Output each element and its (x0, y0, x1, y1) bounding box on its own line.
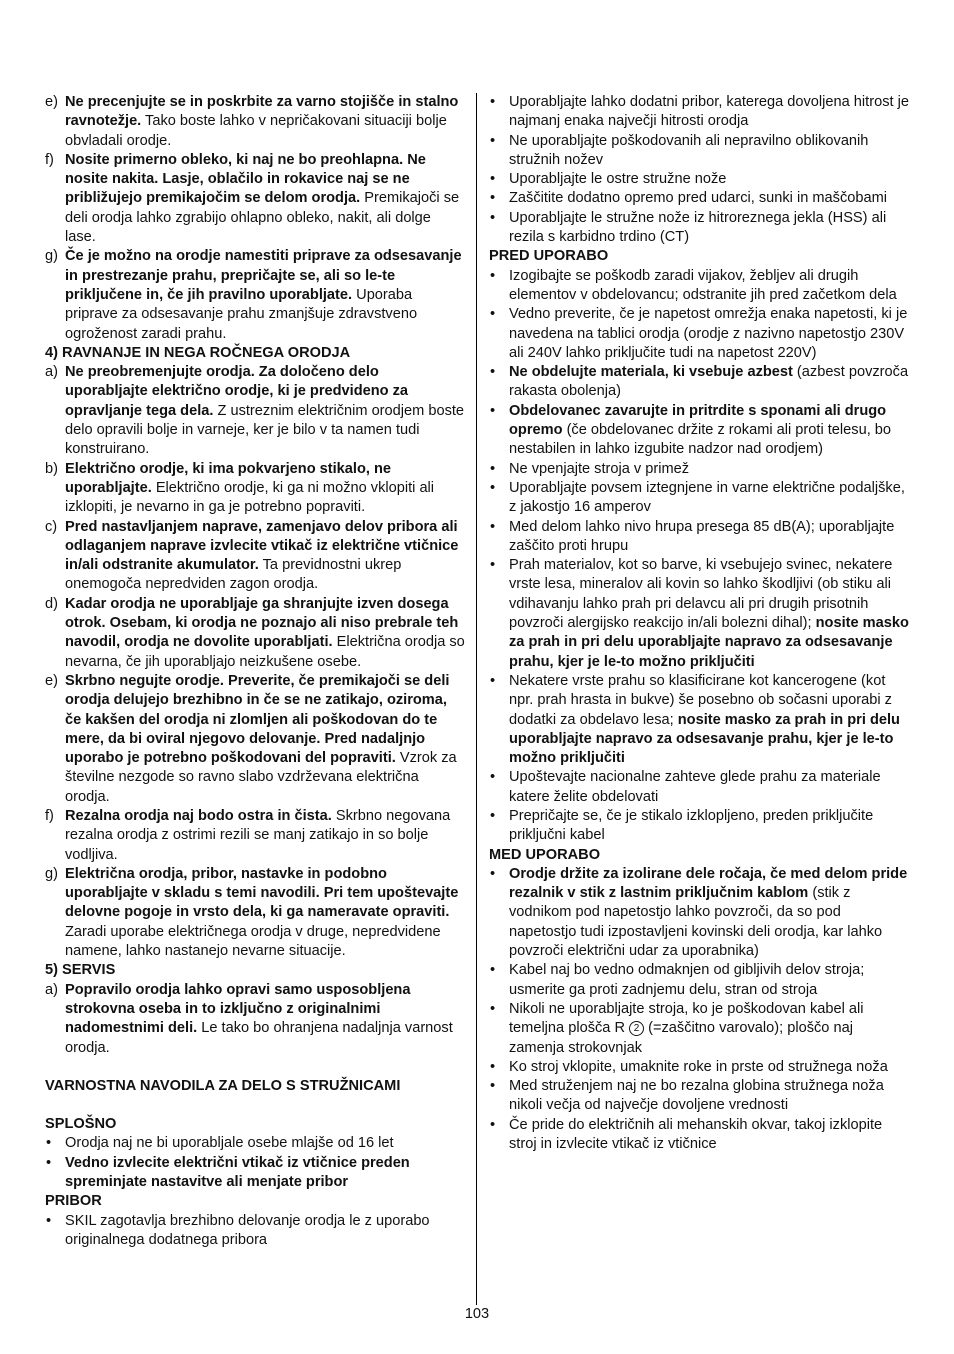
bullet-icon: • (490, 1000, 496, 1017)
body-text: Če pride do električnih ali mehanskih okvar, takoj izklopite stroj in izvlecite vtikač iz vtičnice (509, 1116, 883, 1153)
list-item (45, 247, 465, 343)
bold-text: Ne precenjujte se in poskrbite za varno stojišče in stalno ravnotežje. (65, 94, 459, 130)
right-column (489, 93, 911, 1154)
bullet-icon: • (46, 1135, 52, 1152)
bullet-icon: • (490, 962, 496, 979)
bullet-item (489, 1058, 911, 1077)
bullet-icon: • (490, 865, 496, 882)
bullet-icon: • (490, 460, 496, 477)
body-text: Nekatere vrste prahu so klasificirane kot kancerogene (kot npr. prah hrasta in bukve) še posebno ob sočasni uporabi z dodatki za obdelavo lesa; (509, 672, 892, 728)
spacer (45, 1058, 465, 1077)
body-text: Orodja naj ne bi uporabljale osebe mlajše od 16 let (65, 1135, 394, 1152)
bold-text: Vedno izvlecite električni vtikač iz vtičnice preden spreminjate nastavitve ali menjate pribor (65, 1154, 410, 1191)
list-item (45, 981, 465, 1058)
bullet-item (489, 460, 911, 479)
bold-text: Nosite primerno obleko, ki naj ne bo preohlapna. Ne nosite nakita. Lasje, oblačilo in rokavice naj se ne približujejo premikajočim se delom orodja. (65, 151, 426, 207)
body-text: Uporaba priprave za odsesavanje prahu zmanjšuje zdravstveno ogroženost zaradi prahu. (65, 286, 418, 342)
bullet-icon: • (490, 209, 496, 226)
list-item (45, 595, 465, 672)
section-heading: SPLOŠNO (45, 1116, 117, 1133)
item-label: c) (45, 518, 58, 535)
item-label: g) (45, 248, 58, 265)
list-item (45, 672, 465, 807)
bullet-item (489, 961, 911, 1000)
bold-text: nosite masko za prah in pri delu uporabljajte napravo za odsesavanje prahu, kjer je le-to možno priključiti (509, 615, 909, 670)
bold-text: Če je možno na orodje namestiti priprave za odsesavanje in prestrezanje prahu, prepričajte se, ali so le-te priključene in, če jih pravilno uporabljate. (65, 248, 462, 303)
bullet-icon: • (490, 306, 496, 323)
section-heading: PRED UPORABO (489, 248, 609, 265)
body-text: (azbest povzroča rakasta obolenja) (509, 364, 909, 400)
bold-text: nosite masko za prah in pri delu uporabljajte napravo za odsesavanje prahu, kjer je le-to možno priključiti (509, 711, 900, 767)
bullet-icon: • (490, 364, 496, 381)
bullet-icon: • (490, 769, 496, 786)
bullet-icon: • (490, 171, 496, 188)
item-label: a) (45, 981, 58, 998)
column-divider (476, 93, 477, 1305)
list-item (45, 363, 465, 459)
bold-text: Električno orodje, ki ima pokvarjeno stikalo, ne uporabljajte. (65, 460, 392, 496)
bullet-item (489, 479, 911, 518)
body-text: Z ustreznim električnim orodjem boste delo opravili bolje in varneje, ker je bilo v ta namen tudi konstruirano. (65, 402, 465, 458)
bullet-icon: • (490, 807, 496, 824)
bullet-item (489, 556, 911, 672)
bold-text: Električna orodja, pribor, nastavke in podobno uporabljajte v skladu s temi navodili. Pri tem upoštevajte delovne pogoje in vrsto dela, ki ga nameravate opraviti. (65, 865, 459, 921)
bullet-icon: • (490, 557, 496, 574)
bullet-item (489, 672, 911, 768)
left-column (45, 93, 465, 1250)
page-number: 103 (464, 1306, 490, 1322)
body-text: Premikajoči se deli orodja lahko zgrabijo ohlapno obleko, nakit, ali dolge lase. (65, 190, 460, 246)
bullet-item (489, 189, 911, 208)
section-heading: VARNOSTNA NAVODILA ZA DELO S STRUŽNICAMI (45, 1077, 401, 1094)
body-text: Ne uporabljajte poškodovanih ali nepravilno oblikovanih stružnih nožev (509, 132, 869, 168)
body-text: Uporabljajte le ostre stružne nože (509, 171, 727, 188)
bullet-item (489, 132, 911, 171)
bold-text: Ne obdelujte materiala, ki vsebuje azbest (509, 364, 793, 381)
body-text: Uporabljajte lahko dodatni pribor, katerega dovoljena hitrost je najmanj enaka največji hitrosti orodja (509, 94, 909, 130)
bullet-item (489, 267, 911, 306)
bold-text: Obdelovanec zavarujte in pritrdite s sponami ali drugo opremo (509, 402, 887, 439)
bullet-item (489, 518, 911, 557)
list-item (45, 93, 465, 151)
section-heading: 4) RAVNANJE IN NEGA ROČNEGA ORODJA (45, 344, 351, 361)
bullet-item (489, 1116, 911, 1155)
body-text: Skrbno negovana rezalna orodja z ostrimi rezili se manj zatikajo in so bolje vodljiva. (65, 807, 451, 863)
bullet-item (489, 1000, 911, 1058)
bullet-icon: • (490, 518, 496, 535)
body-text: Zaščitite dodatno opremo pred udarci, sunki in maščobami (509, 190, 888, 207)
bullet-item (489, 209, 911, 248)
bullet-icon: • (490, 1058, 496, 1075)
bullet-item (489, 170, 911, 189)
body-text: Med struženjem naj ne bo rezalna globina stružnega noža nikoli večja od največje dovoljene vrednosti (509, 1078, 884, 1114)
bullet-icon: • (46, 1154, 52, 1171)
body-text: Vedno preverite, če je napetost omrežja enaka napetosti, ki je navedena na tablici orodja (orodje z nazivno napetostjo 230V ali 240V lahko priključite tudi na napetost 220V) (509, 306, 908, 361)
bold-text: Ne preobremenjujte orodja. Za določeno delo uporabljajte električno orodje, ki je predvideno za opravljanje tega dela. (65, 364, 409, 419)
body-text: Zaradi uporabe električnega orodja v druge, nepredvidene namene, lahko nastanejo nevarne situacije. (65, 923, 441, 960)
bullet-icon: • (490, 402, 496, 419)
body-text: Nikoli ne uporabljajte stroja, ko je poškodovan kabel ali temeljna plošča R (509, 1000, 864, 1037)
body-text: Le tako bo ohranjena nadaljnja varnost orodja. (65, 1020, 453, 1056)
bullet-item (489, 865, 911, 961)
bullet-item (489, 93, 911, 132)
item-label: a) (45, 364, 58, 381)
item-label: d) (45, 595, 58, 612)
body-text: Prepričajte se, če je stikalo izklopljeno, preden priključite priključni kabel (509, 807, 874, 844)
list-item (45, 865, 465, 961)
body-text: Ko stroj vklopite, umaknite roke in prste od stružnega noža (509, 1058, 888, 1075)
bullet-item (45, 1134, 465, 1153)
bullet-item (45, 1212, 465, 1251)
body-text: SKIL zagotavlja brezhibno delovanje orodja le z uporabo originalnega dodatnega pribora (65, 1212, 430, 1248)
body-text: (stik z vodnikom pod napetostjo lahko povzroči, da so pod napetostjo tudi izpostavljeni kovinski deli orodja, kar lahko povzroči električni udar za uporabnika) (509, 885, 883, 960)
body-text: (=zaščitno varovalo); ploščo naj zamenja strokovnjak (509, 1020, 853, 1056)
spacer (45, 1096, 465, 1115)
bullet-icon: • (490, 1116, 496, 1133)
body-text: Upoštevajte nacionalne zahteve glede prahu za materiale katere želite obdelovati (509, 769, 881, 805)
body-text: Ta previdnostni ukrep onemogoča nepredviden zagon orodja. (65, 557, 402, 593)
bold-text: Skrbno negujte orodje. Preverite, če premikajoči se deli orodja delujejo brezhibno in če se ne zatikajo, oziroma, če kakšen del orodja ni zlomljen ali poškodovan do te mere, da bi oviral njegovo delovanje. Pred nadaljnjo uporabo je potrebno poškodovani del popraviti. (65, 672, 450, 767)
bullet-icon: • (490, 267, 496, 284)
bold-text: Popravilo orodja lahko opravi samo usposobljena strokovna oseba in to izključno z originalnimi nadomestnimi deli. (65, 981, 411, 1037)
body-text: Izogibajte se poškodb zaradi vijakov, žebljev ali drugih elementov v obdelovancu; odstranite jih pred začetkom dela (509, 267, 897, 303)
list-item (45, 518, 465, 595)
body-text: Tako boste lahko v nepričakovani situaciji bolje obvladali orodje. (65, 113, 447, 149)
list-item (45, 460, 465, 518)
body-text: Uporabljajte le stružne nože iz hitroreznega jekla (HSS) ali rezila s karbidno trdino (CT) (509, 209, 887, 246)
body-text: Prah materialov, kot so barve, ki vsebujejo svinec, nekatere vrste lesa, mineralov ali kovin so lahko škodljivi (ob stiku ali vdihavanju lahko prah pri delavcu ali pri drugih prisotnih povzroči alergijsko reakcijo in/ali bolezni dihal); (509, 557, 893, 632)
bullet-item (489, 1077, 911, 1116)
body-text: Med delom lahko nivo hrupa presega 85 dB(A); uporabljajte zaščito proti hrupu (509, 518, 895, 554)
list-item (45, 151, 465, 247)
bullet-icon: • (490, 1078, 496, 1095)
section-heading: MED UPORABO (489, 846, 601, 863)
item-label: f) (45, 807, 54, 824)
body-text: Vzrok za številne nezgode so ravno slabo vzdrževana električna orodja. (65, 750, 457, 805)
bold-text: Rezalna orodja naj bodo ostra in čista. (65, 807, 332, 824)
bullet-icon: • (490, 479, 496, 496)
section-heading: 5) SERVIS (45, 962, 116, 979)
bold-text: Orodje držite za izolirane dele ročaja, če med delom pride rezalnik v stik z lastnim priključnim kablom (509, 865, 908, 902)
bullet-item (489, 768, 911, 807)
bullet-icon: • (490, 672, 496, 689)
item-label: g) (45, 865, 58, 882)
body-text: Uporabljajte povsem iztegnjene in varne električne podaljške, z jakostjo 16 amperov (509, 479, 905, 516)
body-text: Električno orodje, ki ga ni možno vklopiti ali izklopiti, je nevarno in ga je potrebno popraviti. (65, 479, 435, 516)
body-text: Ne vpenjajte stroja v primež (509, 460, 690, 477)
bullet-item (45, 1154, 465, 1193)
item-label: e) (45, 94, 58, 110)
item-label: f) (45, 151, 54, 168)
circled-number: 2 (629, 1021, 644, 1036)
bullet-icon: • (490, 94, 496, 110)
body-text: Električna orodja so nevarna, če jih uporabljajo neizkušene osebe. (65, 634, 465, 670)
bullet-item (489, 402, 911, 460)
bullet-item (489, 807, 911, 846)
body-text: Kabel naj bo vedno odmaknjen od gibljivih delov stroja; usmerite ga proti zadnjemu delu, stran od stroja (509, 962, 865, 998)
item-label: b) (45, 460, 58, 477)
bullet-icon: • (490, 190, 496, 207)
body-text: (če obdelovanec držite z rokami ali proti telesu, bo nestabilen in lahko izgubite nadzor nad orodjem) (509, 422, 892, 458)
bold-text: Pred nastavljanjem naprave, zamenjavo delov pribora ali odlaganjem naprave izvlecite vtikač iz električne vtičnice in/ali odstranite akumulator. (65, 518, 459, 574)
bullet-item (489, 363, 911, 402)
bullet-item (489, 305, 911, 363)
list-item (45, 807, 465, 865)
section-heading: PRIBOR (45, 1193, 102, 1210)
bullet-icon: • (46, 1212, 52, 1229)
bold-text: Kadar orodja ne uporabljaje ga shranjujte izven dosega otrok. Osebam, ki orodja ne poznajo ali niso prebrale teh navodil, orodja ne dovolite uporabljati. (65, 595, 459, 651)
bullet-icon: • (490, 132, 496, 149)
item-label: e) (45, 672, 58, 689)
